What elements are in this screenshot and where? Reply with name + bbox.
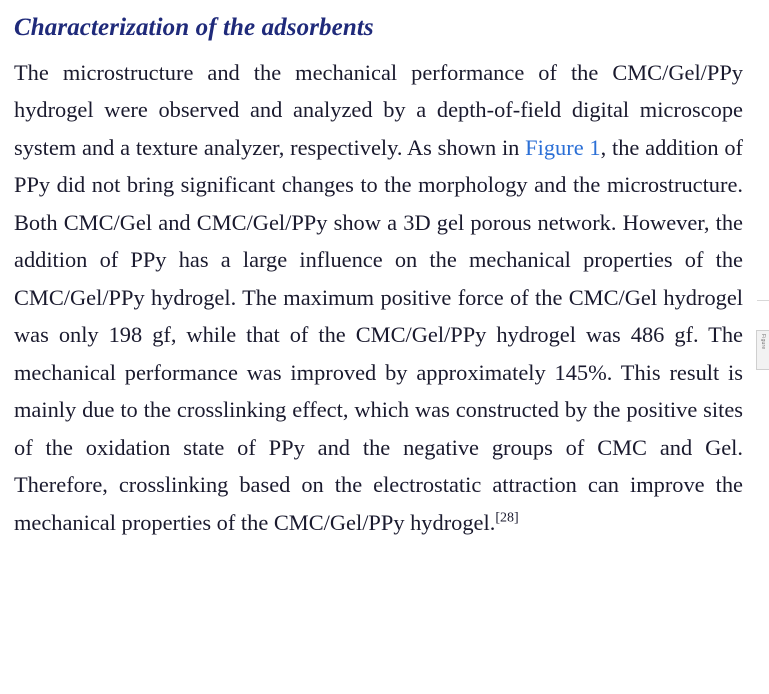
citation-reference-28[interactable]: [28] xyxy=(495,510,519,526)
edge-divider xyxy=(757,300,769,301)
paragraph-text-after-link: , the addition of PPy did not bring significant changes to the morphology and the microstructure. Both CMC/Gel and CMC/Gel/PPy show a 3D gel porous network. However, the addition of PPy has a large influence on the mechanical properties of the CMC/Gel/PPy hydrogel. The maximum positive force of the CMC/Gel hydrogel was only 198 gf, while that of the CMC/Gel/PPy hydrogel was 486 gf. The mechanical performance was improved by approximately 145%. This result is mainly due to the crosslinking effect, which was constructed by the positive sites of the oxidation state of PPy and the negative groups of CMC and Gel. Therefore, crosslinking based on the electrostatic attraction can improve the mechanical properties of the CMC/Gel/PPy hydrogel. xyxy=(14,134,743,535)
paragraph-text-before-link: The microstructure and the mechanical performance of the CMC/Gel/PPy hydrogel were observed and analyzed by a depth-of-field digital microscope system and a texture analyzer, respectively. As shown in xyxy=(14,59,743,160)
figure-side-tab[interactable] xyxy=(756,330,769,370)
body-paragraph xyxy=(14,54,747,542)
figure-side-tab-label: Figure xyxy=(760,334,766,350)
section-heading: Characterization of the adsorbents xyxy=(14,14,374,41)
figure-1-link[interactable]: Figure 1 xyxy=(525,134,601,160)
